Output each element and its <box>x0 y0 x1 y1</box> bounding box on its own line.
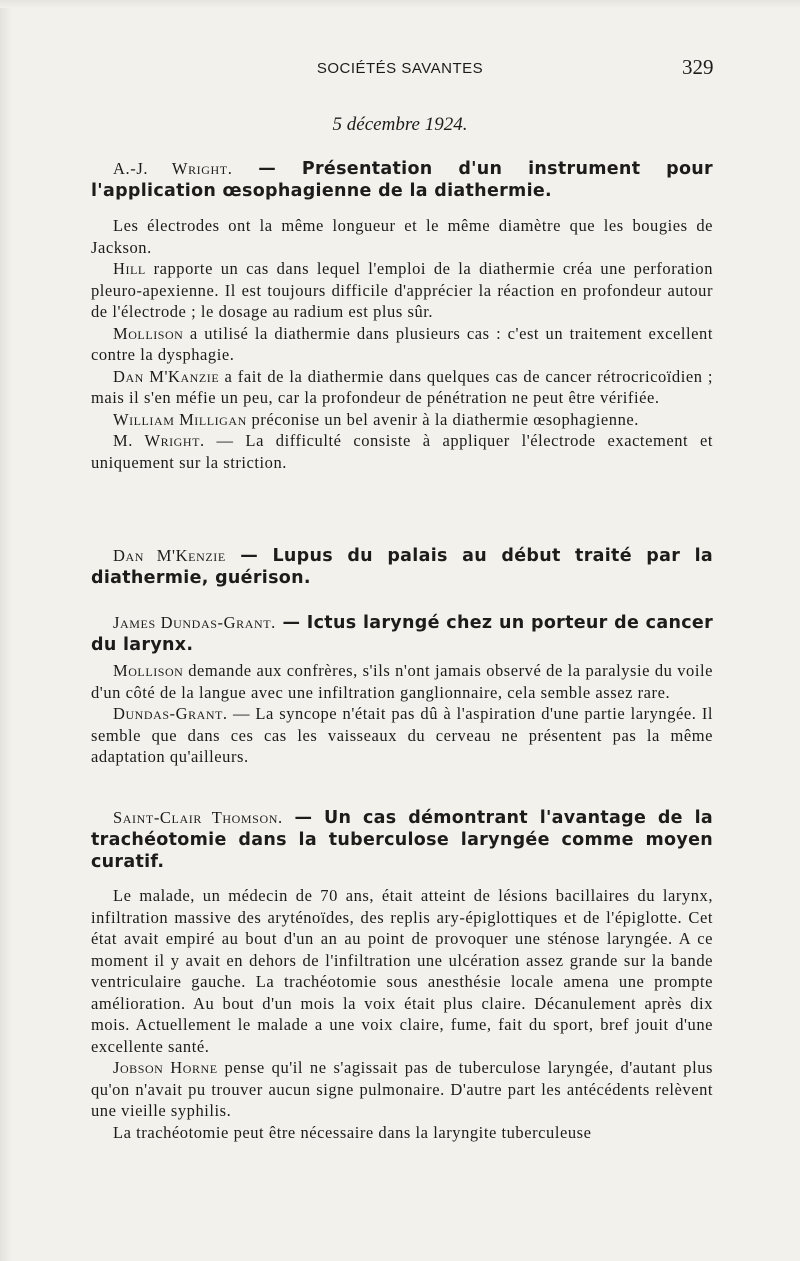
speaker-name: Hill <box>113 259 146 278</box>
speaker-name: Mollison <box>113 661 184 680</box>
page-top-shadow <box>0 0 800 8</box>
speaker-name: Mollison <box>113 323 184 343</box>
section-author: A.-J. Wright. <box>113 159 233 178</box>
section-author: Saint-Clair Thomson. <box>113 808 283 827</box>
running-header: SOCIÉTÉS SAVANTES <box>316 60 484 77</box>
section-title-dundas-grant: James Dundas-Grant. — Ictus laryngé chez un porteur de cancer du larynx. <box>91 613 713 655</box>
paragraph: La trachéotomie peut être nécessaire dans la laryngite tuberculeuse <box>113 1122 592 1142</box>
speaker-name: Jobson Horne <box>113 1058 218 1077</box>
paragraph: Dan M'Kanzie a fait de la diathermie dans quelques cas de cancer rétrocricoïdien ; mais il s'en méfie un peu, car la profondeur de pénétration ne peut être vérifiée. <box>91 366 713 407</box>
section-author: James Dundas-Grant. <box>113 613 276 632</box>
section-title-mkenzie: Dan M'Kenzie — Lupus du palais au début traité par la diathermie, guérison. <box>91 546 713 588</box>
paragraph: Le malade, un médecin de 70 ans, était atteint de lésions bacillaires du larynx, infiltration massive des aryténoïdes, des replis ary-épiglottiques et de l'épiglotte. Cet état avait empiré au bout d'un an au point de provoquer une sténose laryngée. A ce moment il y avait en dehors de l'infiltration une ulcération assez grande sur la bande ventriculaire gauche. La trachéotomie sous anesthésie locale amena une prompte amélioration. Au bout d'un mois la voix était plus claire. Décanulement après dix mois. Actuellement le malade a une voix claire, fume, fait du sport, bref jouit d'une excellente santé. <box>91 886 713 1056</box>
speaker-name: M. Wright. <box>113 431 205 450</box>
section-author: Dan M'Kenzie <box>113 546 226 565</box>
paragraph: William Milligan préconise un bel avenir à la diathermie œsophagienne. <box>113 409 639 429</box>
speaker-name: William Milligan <box>113 409 247 429</box>
section-body-dundas-grant <box>91 660 713 768</box>
speaker-name: Dan M'Kanzie <box>113 366 220 386</box>
speaker-name: Dundas-Grant. <box>113 704 228 723</box>
section-body-wright <box>91 215 713 473</box>
paragraph: Mollison a utilisé la diathermie dans plusieurs cas : c'est un traitement excellent contre la dysphagie. <box>91 323 713 364</box>
page-edge-shadow <box>0 0 12 1261</box>
paragraph: Jobson Horne pense qu'il ne s'agissait pas de tuberculose laryngée, d'autant plus qu'on n'avait pu trouver aucun signe pulmonaire. D'autre part les antécédents relèvent une vieille syphilis. <box>91 1058 714 1120</box>
section-heading: Un cas démontrant l'avantage de la trachéotomie dans la tuberculose laryngée comme moyen curatif. <box>91 808 713 872</box>
section-title-thomson: Saint-Clair Thomson. — Un cas démontrant l'avantage de la trachéotomie dans la tuberculose laryngée comme moyen curatif. <box>91 808 713 872</box>
paragraph: M. Wright. — La difficulté consiste à appliquer l'électrode exactement et uniquement sur la striction. <box>91 431 714 472</box>
section-body-thomson <box>91 885 713 1143</box>
paragraph: Hill rapporte un cas dans lequel l'emploi de la diathermie créa une perforation pleuro-apexienne. Il est toujours difficile d'apprécier la réaction en profondeur autour de l'électrode ; le dosage au radium est plus sûr. <box>91 259 713 321</box>
paragraph: Dundas-Grant. — La syncope n'était pas dû à l'aspiration d'une partie laryngée. Il semble que dans ces cas les vaisseaux du cerveau ne présentent pas la même adaptation qu'ailleurs. <box>91 704 713 766</box>
paragraph: Mollison demande aux confrères, s'ils n'ont jamais observé de la paralysie du voile d'un côté de la langue avec une infiltration ganglionnaire, cela semble assez rare. <box>91 661 713 702</box>
page-number: 329 <box>682 55 714 79</box>
paragraph: Les électrodes ont la même longueur et le même diamètre que les bougies de Jackson. <box>91 216 713 257</box>
section-heading: Ictus laryngé chez un porteur de cancer du larynx. <box>91 613 713 655</box>
section-heading: Lupus du palais au début traité par la diathermie, guérison. <box>91 546 713 588</box>
section-heading: Présentation d'un instrument pour l'application œsophagienne de la diathermie. <box>91 159 713 201</box>
session-date: 5 décembre 1924. <box>332 114 468 135</box>
section-title-wright: A.-J. Wright. — Présentation d'un instrument pour l'application œsophagienne de la diathermie. <box>91 159 713 201</box>
